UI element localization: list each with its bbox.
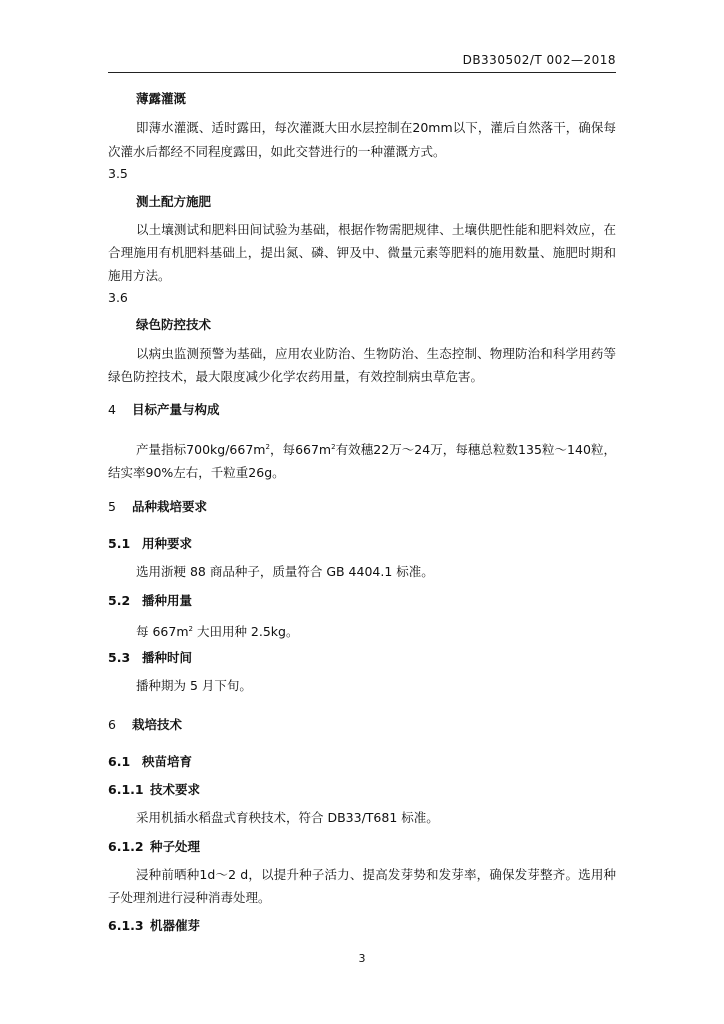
term-name: 绿色防控技术: [136, 317, 212, 332]
clause-number: 3.6: [108, 290, 128, 305]
section-heading: [108, 399, 616, 421]
term-definition: 即薄水灌溉、适时露田，每次灌溉大田水层控制在20mm以下，灌后自然落干，确保每次灌水后都经不同程度露田，如此交替进行的一种灌溉方式。: [108, 120, 616, 159]
body-paragraph: 采用机插水稻盘式育秧技术，符合 DB33/T681 标准。: [136, 810, 439, 825]
section-title: 目标产量与构成: [132, 402, 220, 417]
subsection-heading: 5.1 用种要求: [108, 536, 193, 551]
body-paragraph: 每 $667m^2$ 大田用种 2.5kg。: [136, 624, 299, 639]
page-number: 3: [358, 952, 366, 965]
body-paragraph: 播种期为 5 月下旬。: [136, 678, 252, 693]
section-heading: [108, 496, 616, 518]
standard-code: DB330502/T 002—2018: [462, 53, 616, 67]
subsection-heading: 5.3 播种时间: [108, 650, 193, 665]
body-paragraph: 选用浙粳 88 商品种子，质量符合 GB 4404.1 标准。: [136, 564, 434, 579]
section-title: 品种栽培要求: [132, 499, 208, 514]
body-paragraph: 浸种前晒种1d～2 d，以提升种子活力、提高发芽势和发芽率，确保发芽整齐。选用种子处理剂进行浸种消毒处理。: [108, 867, 616, 905]
header-rule: [108, 72, 616, 73]
section-number: 4: [108, 402, 116, 417]
section-number: 6: [108, 717, 116, 732]
section-heading: [108, 714, 616, 736]
subsubsection-heading: 6.1.3 机器催芽: [108, 918, 201, 933]
subsubsection-heading: 6.1.1 技术要求: [108, 782, 201, 797]
term-name: 测土配方施肥: [136, 194, 212, 209]
term-name: 薄露灌溉: [136, 91, 187, 106]
term-definition: 以土壤测试和肥料田间试验为基础，根据作物需肥规律、土壤供肥性能和肥料效应，在合理施用有机肥料基础上，提出氮、磷、钾及中、微量元素等肥料的施用数量、施肥时期和施用方法。: [108, 222, 616, 283]
subsubsection-heading: 6.1.2 种子处理: [108, 839, 201, 854]
body-paragraph: 产量指标$700kg/667m^2$，每$667m^2$有效穗22万～24万，每穗总粒数135粒～140粒，结实率90%左右，千粒重26g。: [108, 442, 616, 480]
subsection-heading: 5.2 播种用量: [108, 593, 193, 608]
subsection-heading: 6.1 秧苗培育: [108, 754, 193, 769]
section-number: 5: [108, 499, 116, 514]
clause-number: 3.5: [108, 166, 128, 181]
section-title: 栽培技术: [132, 717, 183, 732]
term-definition: 以病虫监测预警为基础，应用农业防治、生物防治、生态控制、物理防治和科学用药等绿色防控技术，最大限度减少化学农药用量，有效控制病虫草危害。: [108, 346, 616, 384]
